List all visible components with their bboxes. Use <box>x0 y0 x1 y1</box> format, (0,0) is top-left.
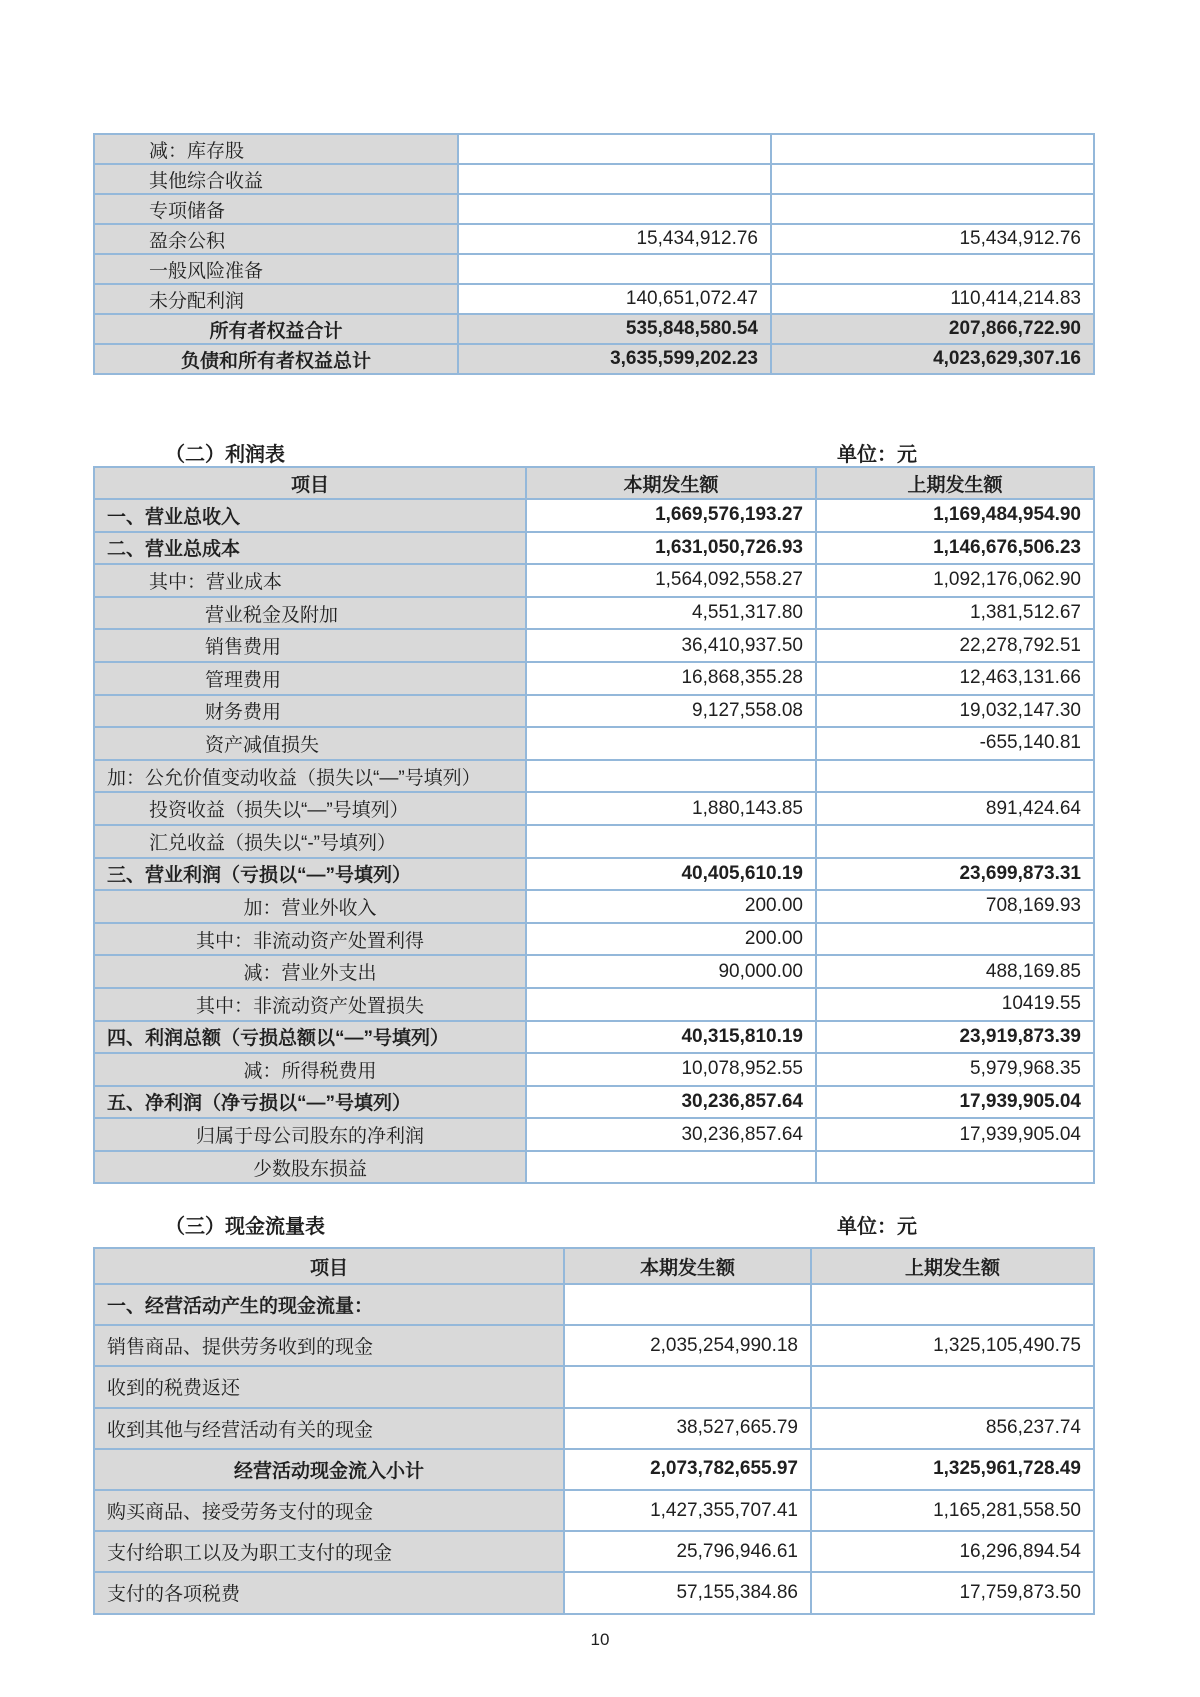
current-amount-cell: 10,078,952.55 <box>526 1053 816 1086</box>
table-row <box>94 760 1094 793</box>
current-amount-cell: 40,405,610.19 <box>526 858 816 891</box>
current-amount-cell: 15,434,912.76 <box>458 224 771 254</box>
item-label-cell: 负债和所有者权益总计 <box>94 344 458 374</box>
table-row <box>94 1151 1094 1184</box>
item-label-cell: 专项储备 <box>94 194 458 224</box>
current-amount-cell <box>526 988 816 1021</box>
prior-amount-cell <box>816 760 1094 793</box>
prior-amount-cell: 5,979,968.35 <box>816 1053 1094 1086</box>
income-table-body <box>94 499 1094 1183</box>
table-row <box>94 134 1094 164</box>
table-row <box>94 532 1094 565</box>
prior-amount-cell <box>771 194 1094 224</box>
current-amount-cell <box>526 1151 816 1184</box>
item-label-cell: 三、营业利润（亏损以“—”号填列） <box>94 858 526 891</box>
prior-amount-cell: 110,414,214.83 <box>771 284 1094 314</box>
item-label-cell: 管理费用 <box>94 662 526 695</box>
table-row <box>94 858 1094 891</box>
current-amount-cell: 9,127,558.08 <box>526 695 816 728</box>
table-row <box>94 890 1094 923</box>
prior-amount-cell: 22,278,792.51 <box>816 629 1094 662</box>
prior-amount-cell: 207,866,722.90 <box>771 314 1094 344</box>
table-row <box>94 224 1094 254</box>
item-label-cell: 营业税金及附加 <box>94 597 526 630</box>
prior-amount-cell: 1,169,484,954.90 <box>816 499 1094 532</box>
current-amount-cell <box>526 727 816 760</box>
current-amount-cell: 200.00 <box>526 890 816 923</box>
current-amount-cell <box>458 254 771 284</box>
current-amount-cell: 200.00 <box>526 923 816 956</box>
table-row <box>94 825 1094 858</box>
cashflow-table-header <box>94 1248 1094 1284</box>
item-label-cell: 经营活动现金流入小计 <box>94 1449 564 1490</box>
income-statement-table <box>93 466 1095 1184</box>
table-row <box>94 499 1094 532</box>
table-row <box>94 1325 1094 1366</box>
current-amount-cell: 1,669,576,193.27 <box>526 499 816 532</box>
table-row <box>94 1531 1094 1572</box>
item-label-cell: 盈余公积 <box>94 224 458 254</box>
current-amount-cell: 16,868,355.28 <box>526 662 816 695</box>
prior-amount-cell: 16,296,894.54 <box>811 1531 1094 1572</box>
prior-amount-cell <box>811 1366 1094 1407</box>
cashflow-unit-label: 单位：元 <box>837 1216 917 1238</box>
table-row <box>94 792 1094 825</box>
current-amount-cell: 90,000.00 <box>526 955 816 988</box>
item-label-cell: 少数股东损益 <box>94 1151 526 1184</box>
item-label-cell: 加：营业外收入 <box>94 890 526 923</box>
table-row <box>94 1118 1094 1151</box>
item-label-cell: 一、营业总收入 <box>94 499 526 532</box>
prior-amount-cell: 1,325,105,490.75 <box>811 1325 1094 1366</box>
current-amount-cell: 57,155,384.86 <box>564 1572 811 1613</box>
prior-amount-cell <box>816 923 1094 956</box>
item-label-cell: 二、营业总成本 <box>94 532 526 565</box>
header-row <box>94 1248 1094 1284</box>
column-header: 项目 <box>94 467 526 499</box>
table-row <box>94 662 1094 695</box>
equity-table-body <box>94 134 1094 374</box>
prior-amount-cell: 708,169.93 <box>816 890 1094 923</box>
item-label-cell: 资产减值损失 <box>94 727 526 760</box>
table-row <box>94 1053 1094 1086</box>
table-row <box>94 1086 1094 1119</box>
page-number: 10 <box>590 1630 610 1649</box>
item-label-cell: 收到的税费返还 <box>94 1366 564 1407</box>
item-label-cell: 减：营业外支出 <box>94 955 526 988</box>
current-amount-cell: 140,651,072.47 <box>458 284 771 314</box>
prior-amount-cell: 17,939,905.04 <box>816 1118 1094 1151</box>
table-row <box>94 564 1094 597</box>
prior-amount-cell: 891,424.64 <box>816 792 1094 825</box>
prior-amount-cell <box>811 1284 1094 1325</box>
current-amount-cell: 1,880,143.85 <box>526 792 816 825</box>
current-amount-cell: 1,564,092,558.27 <box>526 564 816 597</box>
table-row <box>94 1572 1094 1613</box>
column-header: 本期发生额 <box>526 467 816 499</box>
current-amount-cell: 535,848,580.54 <box>458 314 771 344</box>
table-row <box>94 194 1094 224</box>
current-amount-cell <box>458 194 771 224</box>
item-label-cell: 未分配利润 <box>94 284 458 314</box>
current-amount-cell <box>458 134 771 164</box>
table-row <box>94 1408 1094 1449</box>
column-header: 项目 <box>94 1248 564 1284</box>
prior-amount-cell <box>771 134 1094 164</box>
cashflow-table-body <box>94 1284 1094 1614</box>
prior-amount-cell: 17,759,873.50 <box>811 1572 1094 1613</box>
table-row <box>94 344 1094 374</box>
prior-amount-cell: 1,146,676,506.23 <box>816 532 1094 565</box>
prior-amount-cell <box>816 1151 1094 1184</box>
prior-amount-cell <box>771 164 1094 194</box>
prior-amount-cell <box>771 254 1094 284</box>
current-amount-cell <box>458 164 771 194</box>
prior-amount-cell: 1,165,281,558.50 <box>811 1490 1094 1531</box>
prior-amount-cell: 10419.55 <box>816 988 1094 1021</box>
item-label-cell: 其中：非流动资产处置损失 <box>94 988 526 1021</box>
current-amount-cell: 1,631,050,726.93 <box>526 532 816 565</box>
item-label-cell: 销售商品、提供劳务收到的现金 <box>94 1325 564 1366</box>
prior-amount-cell: 856,237.74 <box>811 1408 1094 1449</box>
current-amount-cell: 2,035,254,990.18 <box>564 1325 811 1366</box>
item-label-cell: 销售费用 <box>94 629 526 662</box>
table-row <box>94 1284 1094 1325</box>
item-label-cell: 一般风险准备 <box>94 254 458 284</box>
column-header: 上期发生额 <box>816 467 1094 499</box>
table-row <box>94 1490 1094 1531</box>
prior-amount-cell: -655,140.81 <box>816 727 1094 760</box>
prior-amount-cell: 23,699,873.31 <box>816 858 1094 891</box>
prior-amount-cell: 19,032,147.30 <box>816 695 1094 728</box>
item-label-cell: 加：公允价值变动收益（损失以“—”号填列） <box>94 760 526 793</box>
table-row <box>94 284 1094 314</box>
table-row <box>94 314 1094 344</box>
table-row <box>94 988 1094 1021</box>
cash-flow-statement-heading <box>93 1210 1093 1240</box>
income-unit-label: 单位：元 <box>837 444 917 466</box>
current-amount-cell <box>526 760 816 793</box>
item-label-cell: 四、利润总额（亏损总额以“—”号填列） <box>94 1021 526 1054</box>
table-row <box>94 695 1094 728</box>
current-amount-cell: 36,410,937.50 <box>526 629 816 662</box>
prior-amount-cell: 1,092,176,062.90 <box>816 564 1094 597</box>
table-row <box>94 727 1094 760</box>
item-label-cell: 归属于母公司股东的净利润 <box>94 1118 526 1151</box>
item-label-cell: 五、净利润（净亏损以“—”号填列） <box>94 1086 526 1119</box>
table-row <box>94 1366 1094 1407</box>
column-header: 上期发生额 <box>811 1248 1094 1284</box>
current-amount-cell <box>564 1366 811 1407</box>
income-statement-title: （二）利润表 <box>165 444 285 466</box>
current-amount-cell: 1,427,355,707.41 <box>564 1490 811 1531</box>
header-row <box>94 467 1094 499</box>
item-label-cell: 减：所得税费用 <box>94 1053 526 1086</box>
item-label-cell: 财务费用 <box>94 695 526 728</box>
prior-amount-cell: 488,169.85 <box>816 955 1094 988</box>
current-amount-cell: 30,236,857.64 <box>526 1086 816 1119</box>
table-row <box>94 254 1094 284</box>
current-amount-cell <box>564 1284 811 1325</box>
table-row <box>94 164 1094 194</box>
balance-sheet-equity-table <box>93 133 1095 375</box>
prior-amount-cell: 12,463,131.66 <box>816 662 1094 695</box>
prior-amount-cell: 17,939,905.04 <box>816 1086 1094 1119</box>
item-label-cell: 投资收益（损失以“—”号填列） <box>94 792 526 825</box>
item-label-cell: 购买商品、接受劳务支付的现金 <box>94 1490 564 1531</box>
income-statement-heading <box>93 438 1093 468</box>
table-row <box>94 629 1094 662</box>
current-amount-cell: 40,315,810.19 <box>526 1021 816 1054</box>
table-row <box>94 923 1094 956</box>
prior-amount-cell: 4,023,629,307.16 <box>771 344 1094 374</box>
item-label-cell: 收到其他与经营活动有关的现金 <box>94 1408 564 1449</box>
item-label-cell: 一、经营活动产生的现金流量： <box>94 1284 564 1325</box>
current-amount-cell: 38,527,665.79 <box>564 1408 811 1449</box>
current-amount-cell: 2,073,782,655.97 <box>564 1449 811 1490</box>
item-label-cell: 所有者权益合计 <box>94 314 458 344</box>
income-table-header <box>94 467 1094 499</box>
item-label-cell: 其他综合收益 <box>94 164 458 194</box>
item-label-cell: 减：库存股 <box>94 134 458 164</box>
item-label-cell: 其中：营业成本 <box>94 564 526 597</box>
cash-flow-statement-table <box>93 1247 1095 1615</box>
item-label-cell: 其中：非流动资产处置利得 <box>94 923 526 956</box>
prior-amount-cell: 23,919,873.39 <box>816 1021 1094 1054</box>
current-amount-cell: 30,236,857.64 <box>526 1118 816 1151</box>
table-row <box>94 1449 1094 1490</box>
cash-flow-statement-title: （三）现金流量表 <box>165 1216 325 1238</box>
prior-amount-cell: 1,325,961,728.49 <box>811 1449 1094 1490</box>
current-amount-cell: 3,635,599,202.23 <box>458 344 771 374</box>
prior-amount-cell: 15,434,912.76 <box>771 224 1094 254</box>
table-row <box>94 955 1094 988</box>
current-amount-cell: 25,796,946.61 <box>564 1531 811 1572</box>
prior-amount-cell: 1,381,512.67 <box>816 597 1094 630</box>
prior-amount-cell <box>816 825 1094 858</box>
item-label-cell: 支付的各项税费 <box>94 1572 564 1613</box>
current-amount-cell: 4,551,317.80 <box>526 597 816 630</box>
table-row <box>94 597 1094 630</box>
current-amount-cell <box>526 825 816 858</box>
table-row <box>94 1021 1094 1054</box>
column-header: 本期发生额 <box>564 1248 811 1284</box>
item-label-cell: 汇兑收益（损失以“-”号填列） <box>94 825 526 858</box>
item-label-cell: 支付给职工以及为职工支付的现金 <box>94 1531 564 1572</box>
